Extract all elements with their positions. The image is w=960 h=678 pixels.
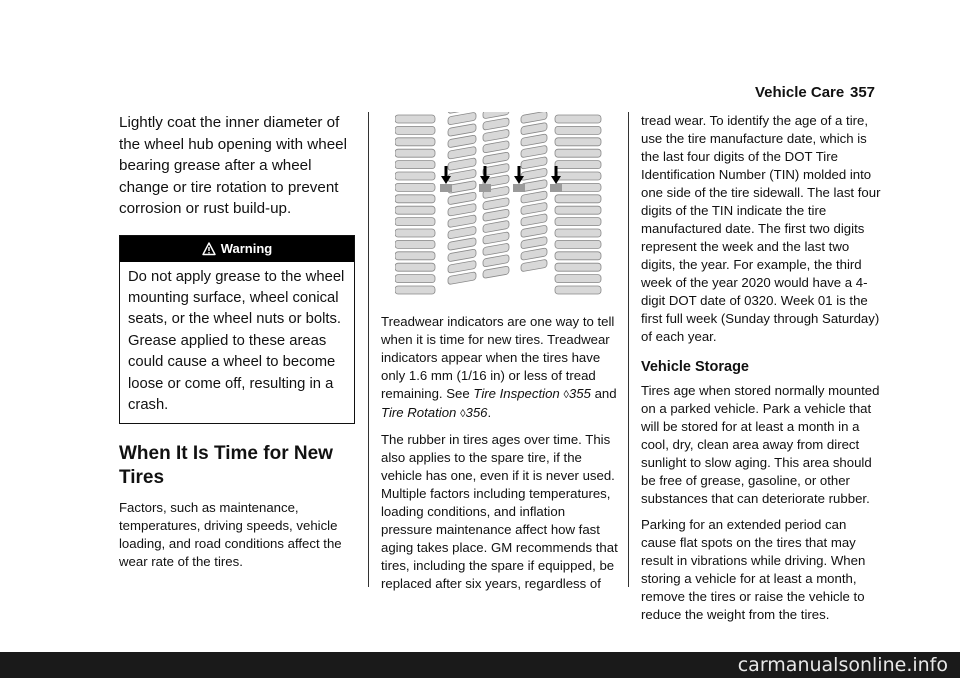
conjunction-text: and bbox=[594, 386, 617, 401]
tread-block bbox=[555, 263, 601, 271]
treadwear-text: Treadwear indicators are one way to tell when it is time for new tires. Treadwear indicators appear when the tires have only 1.6 mm (1/16 in) or less of tread remaining. See bbox=[381, 314, 615, 401]
tread-block bbox=[395, 206, 435, 214]
tread-block bbox=[395, 138, 435, 146]
warning-box bbox=[119, 235, 355, 425]
tread-block bbox=[555, 206, 601, 214]
warning-triangle-icon bbox=[202, 242, 216, 256]
tire-rotation-link[interactable]: Tire Rotation bbox=[381, 405, 457, 420]
column-3 bbox=[641, 112, 881, 632]
tread-block bbox=[555, 252, 601, 260]
wear-factors-paragraph: Factors, such as maintenance, temperatures, driving speeds, vehicle loading, and road conditions affect the wear rate of the tires. bbox=[119, 500, 342, 570]
tire-inspection-page[interactable]: 355 bbox=[568, 386, 591, 401]
treadwear-indicator-bar bbox=[513, 184, 525, 192]
column-2 bbox=[381, 313, 618, 601]
tread-block bbox=[555, 240, 601, 248]
tread-block bbox=[395, 229, 435, 237]
sentence-period: . bbox=[487, 405, 492, 420]
tread-block bbox=[395, 149, 435, 157]
cross-reference-icon: ◊ bbox=[563, 389, 569, 401]
tread-block bbox=[555, 172, 601, 180]
section-heading-vehicle-storage: Vehicle Storage bbox=[641, 359, 749, 375]
tread-block bbox=[395, 195, 435, 203]
tread-block bbox=[395, 183, 435, 191]
footer-bar bbox=[0, 652, 960, 678]
tire-age-paragraph: tread wear. To identify the age of a tire, use the tire manufacture date, which is the last four digits of the DOT Tire Identification Number (TIN) molded into one side of the tire sidewall. The last four digits of the TIN indicate the tire manufactured date. The first two digits represent the week and the last two digits, the year. For example, the third week of the year 2020 would have a 4-digit DOT date of 0320. Week 01 is the first full week (Sunday through Saturday) of each year. bbox=[641, 113, 881, 344]
tread-block bbox=[395, 218, 435, 226]
tread-block bbox=[395, 263, 435, 271]
tread-block bbox=[555, 286, 601, 294]
tread-block bbox=[395, 161, 435, 169]
treadwear-indicator-bar bbox=[550, 184, 562, 192]
tread-block bbox=[555, 161, 601, 169]
warning-title: Warning bbox=[220, 240, 273, 256]
section-heading-new-tires: When It Is Time for New Tires bbox=[119, 443, 333, 489]
warning-header bbox=[120, 236, 354, 262]
treadwear-indicator-bar bbox=[440, 184, 452, 192]
column-divider-2 bbox=[628, 112, 629, 587]
intro-paragraph: Lightly coat the inner diameter of the wheel hub opening with wheel bearing grease after a wheel change or tire rotation to prevent corrosion or rust build-up. bbox=[119, 114, 347, 217]
tread-block bbox=[395, 240, 435, 248]
cross-reference-icon: ◊ bbox=[460, 408, 466, 420]
treadwear-indicator-bar bbox=[479, 184, 491, 192]
running-header-section: Vehicle Care bbox=[755, 84, 845, 101]
warning-body: Do not apply grease to the wheel mounting surface, wheel conical seats, or the wheel nuts or bolts. Grease applied to these areas could cause a wheel to become loose or come off, resulting in a crash. bbox=[128, 268, 345, 413]
tread-block bbox=[555, 115, 601, 123]
tire-inspection-link[interactable]: Tire Inspection bbox=[473, 386, 560, 401]
tire-rotation-page[interactable]: 356 bbox=[465, 405, 488, 420]
treadwear-paragraph bbox=[381, 313, 618, 423]
tread-block bbox=[555, 138, 601, 146]
tread-block bbox=[395, 115, 435, 123]
tread-block bbox=[395, 126, 435, 134]
tire-aging-paragraph: The rubber in tires ages over time. This also applies to the spare tire, if the vehicle has one, even if it is never used. Multiple factors including temperatures, loading conditions, and inflation pressure maintenance affect how fast aging takes place. GM recommends that tires, including the spare if equipped, be replaced after six years, regardless of bbox=[381, 432, 618, 591]
column-divider-1 bbox=[368, 112, 369, 587]
tread-block bbox=[555, 195, 601, 203]
watermark-text: carmanualsonline.info bbox=[737, 654, 948, 676]
tread-block bbox=[555, 218, 601, 226]
treadwear-indicator-illustration bbox=[395, 112, 602, 299]
column-1 bbox=[119, 112, 355, 579]
storage-paragraph: Tires age when stored normally mounted on a parked vehicle. Park a vehicle that will be stored for at least a month in a cool, dry, clean area away from direct sunlight to slow aging. This area should be free of grease, gasoline, or other substances that can deteriorate rubber. bbox=[641, 383, 880, 506]
tread-block bbox=[555, 275, 601, 283]
page-number: 357 bbox=[850, 84, 876, 101]
flat-spots-paragraph: Parking for an extended period can cause flat spots on the tires that may result in vibrations while driving. When storing a vehicle for at least a month, remove the tires or raise the vehicle to reduce the weight from the tires. bbox=[641, 517, 866, 622]
tread-block bbox=[555, 126, 601, 134]
tread-block bbox=[395, 172, 435, 180]
tread-block bbox=[395, 252, 435, 260]
tread-block bbox=[395, 286, 435, 294]
tread-block bbox=[555, 229, 601, 237]
tread-block bbox=[555, 149, 601, 157]
tread-block bbox=[395, 275, 435, 283]
